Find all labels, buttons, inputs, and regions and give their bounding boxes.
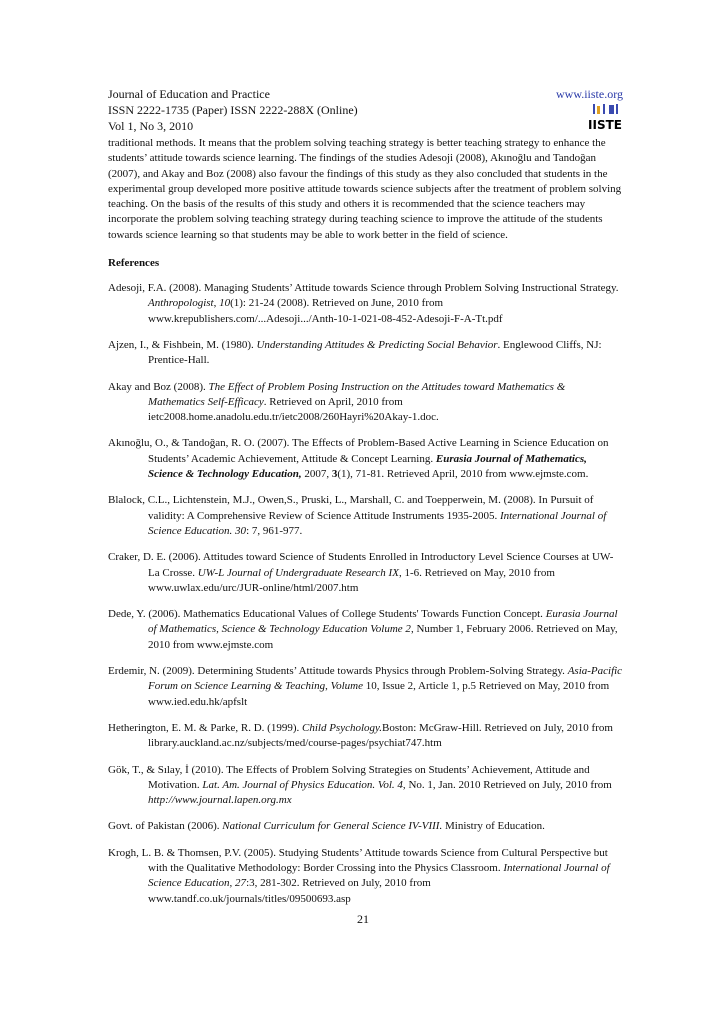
reference-item: Adesoji, F.A. (2008). Managing Students’ Attitude towards Science through Problem Solving Instructional Strategy. Anthropologist, 10(1): 21-24 (2008). Retrieved on June, 2010 from www.krepublishers.com/...Adesoji.../Anth-10-1-021-08-452-Adesoji-F-A-Tt.pdf <box>108 282 619 325</box>
journal-url-link[interactable]: www.iiste.org <box>556 87 623 101</box>
conclusion-paragraph: traditional methods. It means that the problem solving teaching strategy is better teaching strategy to enhance the students’ attitude towards science learning. The findings of the studies Adesoji (2008), Akınoğlu and Tandoğan (2007), and Akay and Boz (2008) also favour the findings of this study as they also concluded that students in the experimental group developed more positive attitude towards science subjects after the treatment of problem solving teaching. On the basis of the results of this study and others it is recommended that the science teachers may incorporate the problem solving teaching strategy during teaching science to improve the attitude of the students towards science learning so that students may be able to work better in the field of science. <box>108 137 622 241</box>
reference-item: Ajzen, I., & Fishbein, M. (1980). Understanding Attitudes & Predicting Social Behavior. Englewood Cliffs, NJ: Prentice-Hall. <box>108 338 602 367</box>
running-header <box>108 86 623 134</box>
reference-item: Govt. of Pakistan (2006). National Curriculum for General Science IV-VIII. Ministry of Education. <box>108 820 545 833</box>
page-number: 21 <box>357 912 369 926</box>
reference-item: Akınoğlu, O., & Tandoğan, R. O. (2007). The Effects of Problem-Based Active Learning in Science Education on Students’ Academic Achievement, Attitude & Concept Learning. Eurasia Journal of Mathematics, Science & Technology Education, 2007, 3(1), 71-81. Retrieved April, 2010 from www.ejmste.com. <box>108 437 609 481</box>
reference-item: Hetherington, E. M. & Parke, R. D. (1999). Child Psychology.Boston: McGraw-Hill. Retrieved on July, 2010 from library.auckland.ac.nz/subjects/med/course-pages/psychiat747.htm <box>108 721 613 750</box>
reference-item: Akay and Boz (2008). The Effect of Problem Posing Instruction on the Attitudes toward Mathematics & Mathematics Self-Efficacy. Retrieved on April, 2010 from ietc2008.home.anadolu.edu.tr/ietc2008/260Hayri%20Akay-1.doc. <box>108 380 566 424</box>
page <box>108 86 623 918</box>
reference-item: Gök, T., & Sılay, İ (2010). The Effects of Problem Solving Strategies on Students’ Achievement, Attitude and Motivation. Lat. Am. Journal of Physics Education. Vol. 4, No. 1, Jan. 2010 Retrieved on July, 2010 from http://www.journal.lapen.org.mx <box>108 763 612 807</box>
journal-title: Journal of Education and Practice <box>108 87 270 101</box>
svg-text:IISTE: IISTE <box>588 118 622 132</box>
reference-item: Blalock, C.L., Lichtenstein, M.J., Owen,S., Pruski, L., Marshall, C. and Toepperwein, M. (2008). In Pursuit of validity: A Comprehensive Review of Science Attitude Instruments 1935-2005. International Journal of Science Education. 30: 7, 961-977. <box>108 494 607 537</box>
reference-item: Craker, D. E. (2006). Attitudes toward Science of Students Enrolled in Introductory Level Science Courses at UW-La Crosse. UW-L Journal of Undergraduate Research IX, 1-6. Retrieved on May, 2010 from www.uwlax.edu/urc/JUR-online/html/2007.htm <box>108 551 614 594</box>
issn-line: ISSN 2222-1735 (Paper) ISSN 2222-288X (Online) <box>108 103 358 117</box>
references-heading: References <box>108 257 160 270</box>
reference-item: Krogh, L. B. & Thomsen, P.V. (2005). Studying Students’ Attitude towards Science from Cultural Perspective but with the Qualitative Methodology: Border Crossing into the Physics Classroom. International Journal of Science Education, 27:3, 281-302. Retrieved on July, 2010 from www.tandf.co.uk/journals/titles/09500693.asp <box>108 846 610 905</box>
reference-list <box>108 281 623 907</box>
volume-line: Vol 1, No 3, 2010 <box>108 119 194 133</box>
iiste-logo-icon <box>587 104 623 132</box>
reference-item: Erdemir, N. (2009). Determining Students’ Attitude towards Physics through Problem-Solving Strategy. Asia-Pacific Forum on Science Learning & Teaching, Volume 10, Issue 2, Article 1, p.5 Retrieved on May, 2010 from www.ied.edu.hk/apfslt <box>108 665 623 708</box>
reference-item: Dede, Y. (2006). Mathematics Educational Values of College Students' Towards Function Concept. Eurasia Journal of Mathematics, Science & Technology Education Volume 2, Number 1, February 2006. Retrieved on May, 2010 from www.ejmste.com <box>108 608 618 651</box>
